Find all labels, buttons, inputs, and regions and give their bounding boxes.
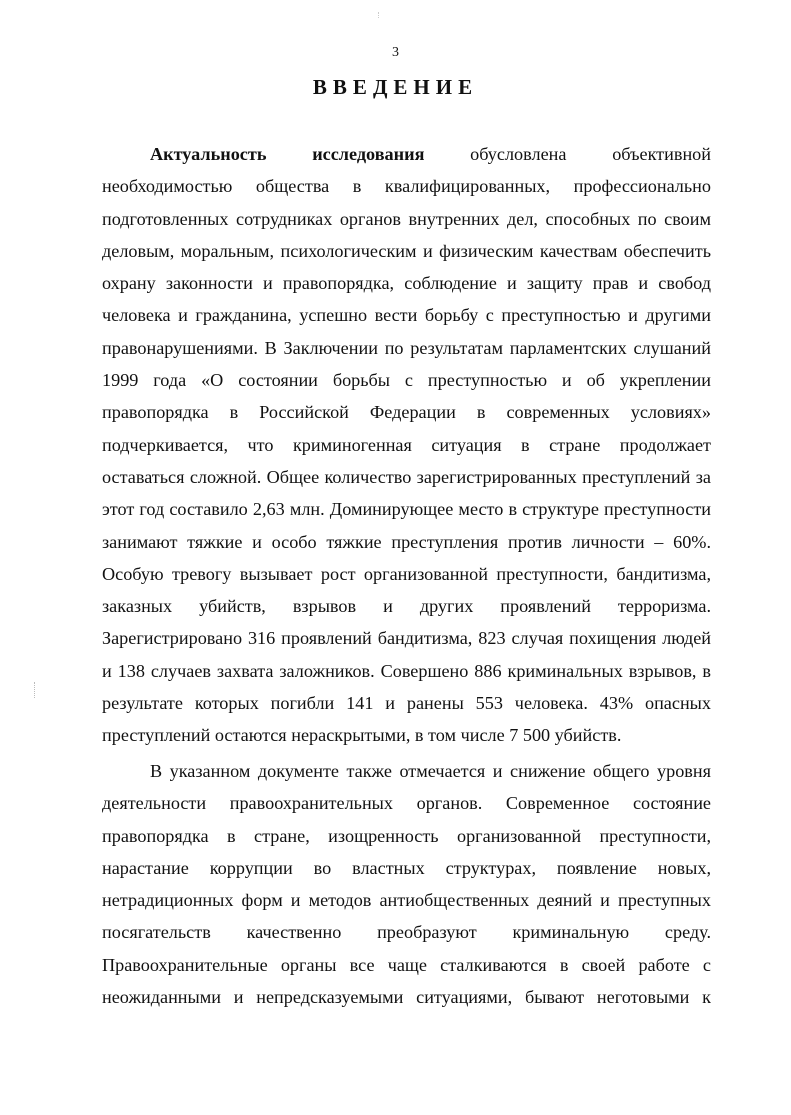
paragraph-line: 1999 года «О состоянии борьбы с преступностью и об укреплении [102, 370, 711, 391]
paragraph-document-notes [102, 755, 711, 1013]
bold-term-relevance: Актуальность [150, 144, 267, 164]
word: объективной [612, 144, 711, 164]
paragraph-line: преступлений остаются нераскрытыми, в том числе 7 500 убийств. [102, 725, 622, 746]
paragraph-line: В указанном документе также отмечается и снижение общего уровня [150, 761, 711, 781]
paragraph-line: нетрадиционных форм и методов антиобщественных деяний и преступных [102, 890, 711, 911]
paragraph-line: подготовленных сотрудниках органов внутренних дел, способных по своим [102, 208, 711, 229]
paragraph-line: подчеркивается, что криминогенная ситуация в стране продолжает [102, 434, 711, 455]
paragraph-line: человека и гражданина, успешно вести борьбу с преступностью и другими [102, 305, 711, 326]
bold-term-research: исследования [312, 144, 425, 164]
paragraph-line: Правоохранительные органы все чаще сталкиваются в своей работе с [102, 954, 711, 975]
paragraph-line: Зарегистрировано 316 проявлений бандитизма, 823 случая похищения людей [102, 628, 711, 649]
word: обусловлена [470, 144, 567, 164]
page-number: 3 [392, 45, 399, 60]
paragraph-line: правопорядка в Российской Федерации в современных условиях» [102, 402, 711, 423]
scan-artifact-margin [34, 682, 37, 698]
paragraph-line: деловым, моральным, психологическим и физическим качествам обеспечить [102, 240, 711, 261]
paragraph-line: правонарушениями. В Заключении по результатам парламентских слушаний [102, 337, 711, 358]
paragraph-line: посягательств качественно преобразуют криминальную среду. [102, 922, 711, 943]
paragraph-relevance [102, 138, 711, 752]
paragraph-line [102, 138, 711, 170]
paragraph-line: необходимостью общества в квалифицированных, профессионально [102, 176, 711, 197]
paragraph-line: Особую тревогу вызывает рост организованной преступности, бандитизма, [102, 563, 711, 584]
paragraph-line: охрану законности и правопорядка, соблюдение и защиту прав и свобод [102, 273, 711, 294]
paragraph-line: и 138 случаев захвата заложников. Совершено 886 криминальных взрывов, в [102, 660, 711, 681]
paragraph-line: правопорядка в стране, изощренность организованной преступности, [102, 825, 711, 846]
scan-artifact-top [378, 12, 381, 18]
paragraph-line: деятельности правоохранительных органов. Современное состояние [102, 793, 711, 814]
paragraph-line: результате которых погибли 141 и ранены 553 человека. 43% опасных [102, 693, 711, 714]
paragraph-line: заказных убийств, взрывов и других проявлений терроризма. [102, 596, 711, 617]
page-heading: ВВЕДЕНИЕ [312, 75, 479, 99]
paragraph-line: неожиданными и непредсказуемыми ситуациями, бывают неготовыми к [102, 987, 711, 1008]
paragraph-line: оставаться сложной. Общее количество зарегистрированных преступлений за [102, 466, 711, 487]
paragraph-line: нарастание коррупции во властных структурах, появление новых, [102, 857, 711, 878]
paragraph-line: занимают тяжкие и особо тяжкие преступления против личности – 60%. [102, 531, 711, 552]
paragraph-line: этот год составило 2,63 млн. Доминирующее место в структуре преступности [102, 499, 711, 520]
